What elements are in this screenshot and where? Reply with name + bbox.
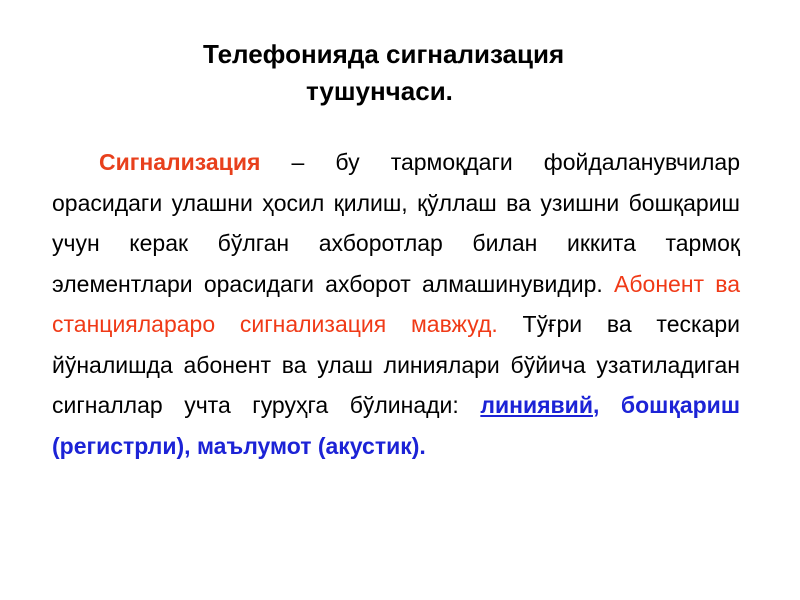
- definition-text: – бу тармоқдаги фойдаланувчилар орасидаги улашни ҳосил қилиш, қўллаш ва узишни бошқариш учун керак бўлган ахборотлар билан иккита тармоқ элементлари орасидаги ахборот алмашинувидир.: [52, 149, 740, 297]
- title-line-2: тушунчаси.: [306, 76, 453, 106]
- signal-groups-text: Тўғри ва тескари йўналишда абонент ва улаш линиялари бўйича узатиладиган сигналлар учта гуруҳга бўлинади:: [52, 311, 740, 418]
- slide-title: [0, 36, 800, 110]
- subscriber-station-note: Абонент ва станциялараро сигнализация мавжуд.: [52, 270, 740, 337]
- definition-paragraph: [52, 142, 740, 466]
- title-line-1: Телефонияда сигнализация: [203, 39, 565, 69]
- term-signalization: Сигнализация: [99, 149, 261, 175]
- line-signals-link[interactable]: линиявий: [480, 392, 593, 418]
- signal-groups-list: , бошқариш (регистрли), маълумот (акустик).: [52, 392, 740, 459]
